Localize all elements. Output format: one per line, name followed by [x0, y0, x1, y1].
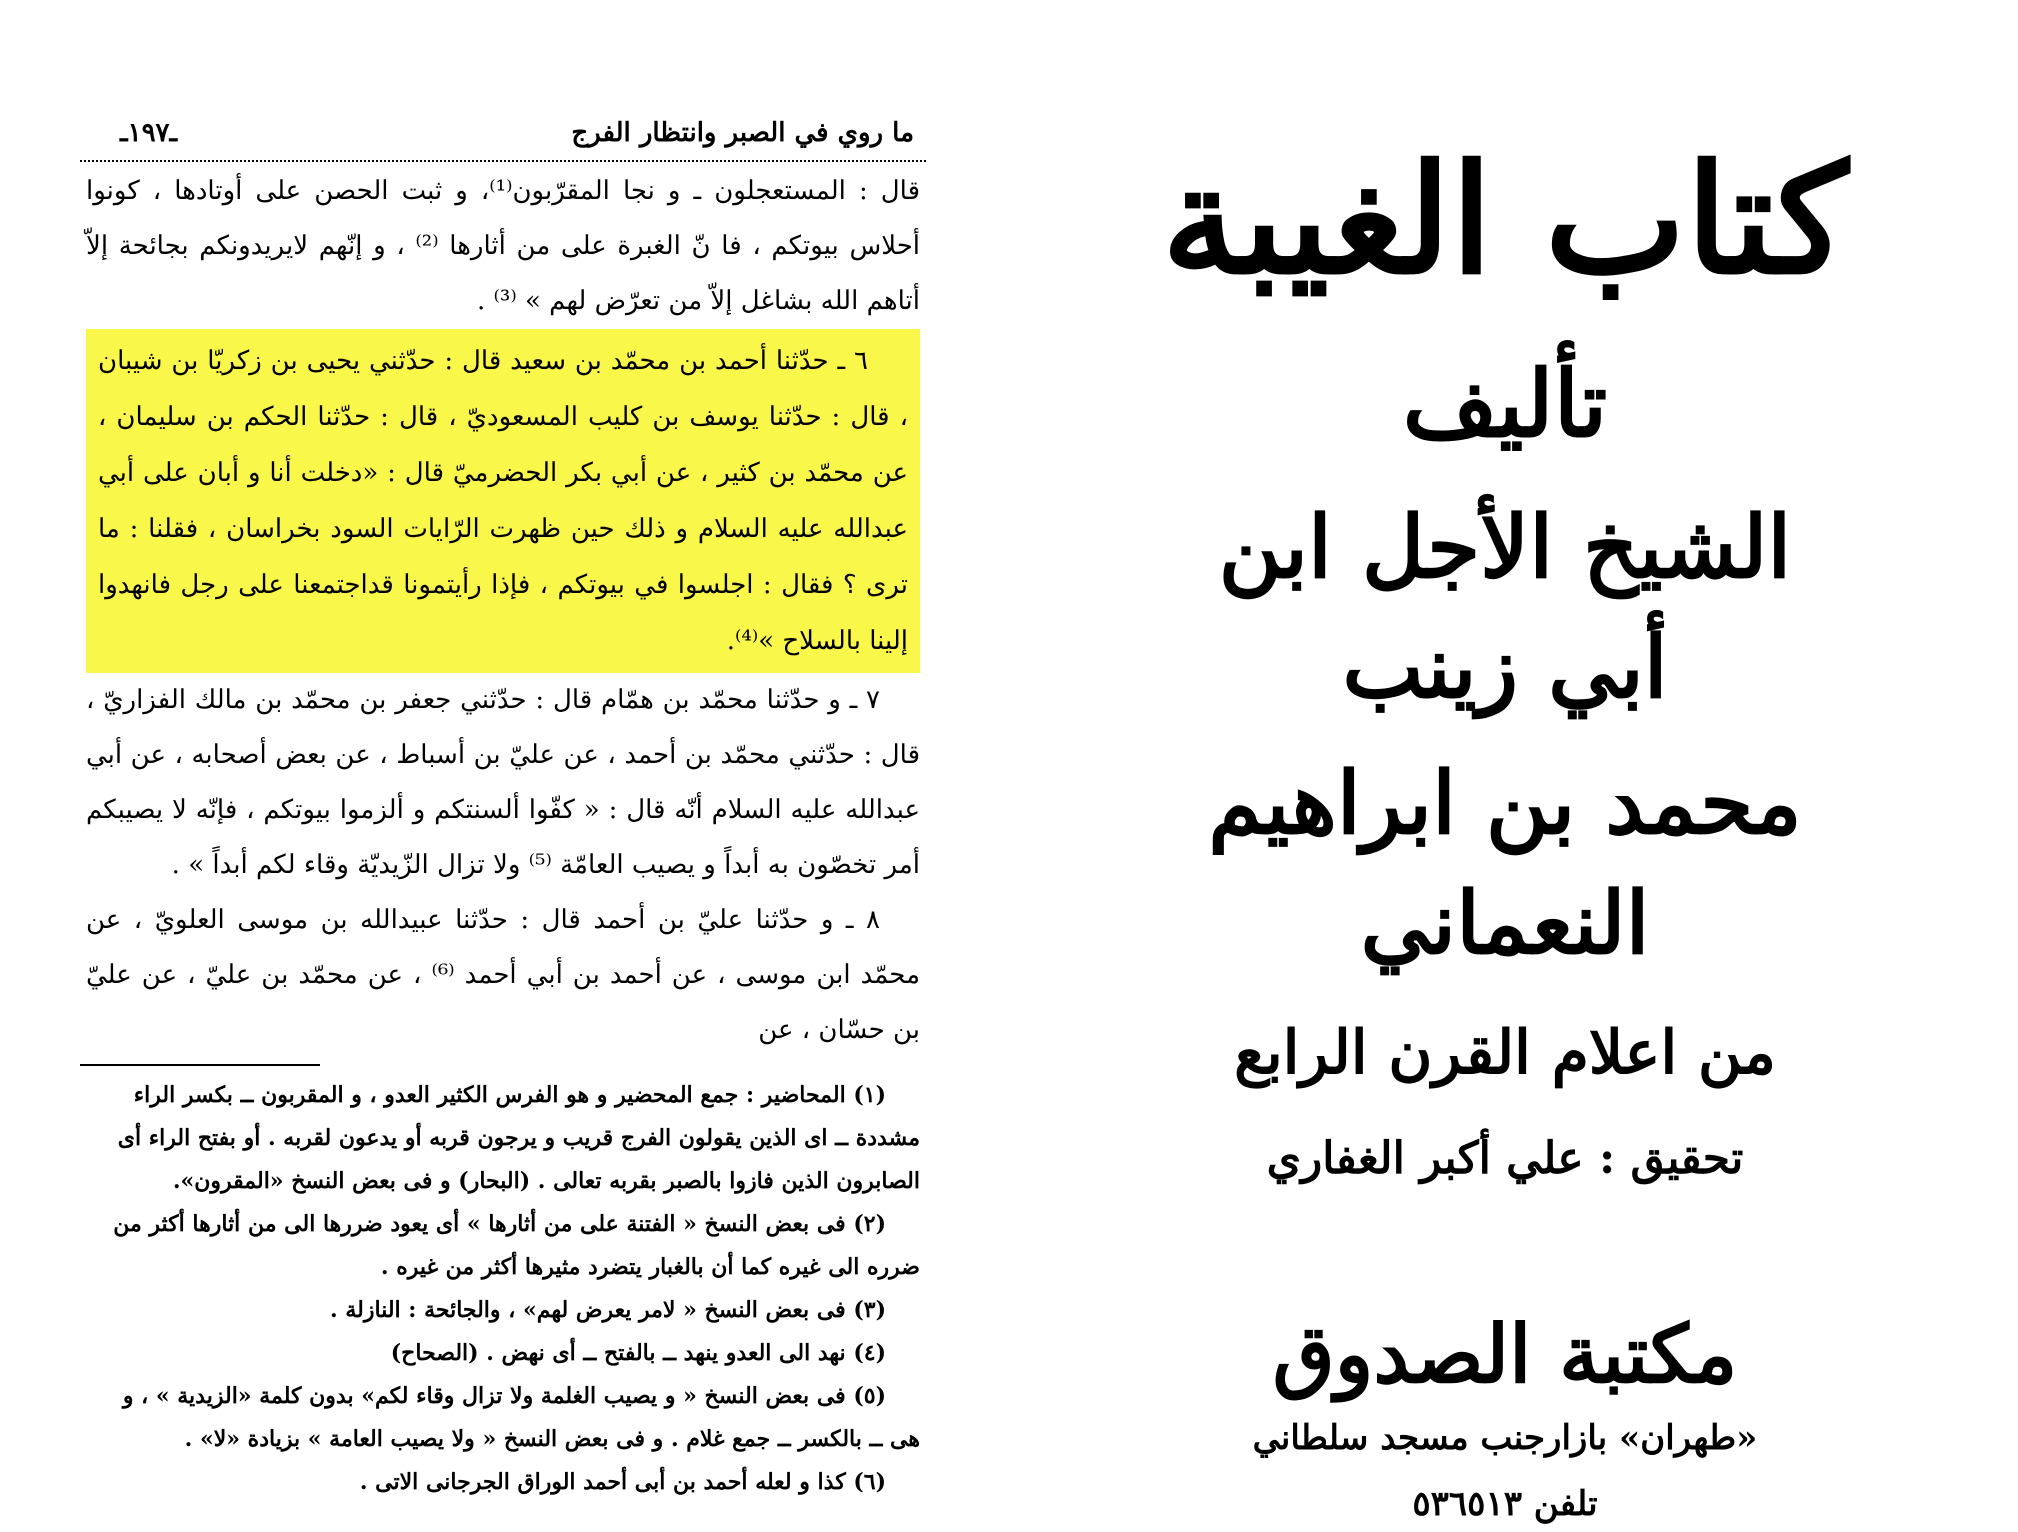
running-title: ما روي في الصبر وانتظار الفرج [571, 118, 914, 148]
publisher-phone: تلفن ٥٣٦٥١٣ [1412, 1484, 1598, 1524]
author-name-line: محمد بن ابراهيم النعماني [1208, 753, 1802, 974]
book-title: كتاب الغيبة [1161, 132, 1849, 308]
running-head [80, 112, 926, 162]
footnote-divider [80, 1064, 320, 1066]
hadith-7: ٧ ـ و حدّثنا محمّد بن همّام قال : حدّثني جعفر بن محمّد بن مالك الفزاريّ ، قال : حدّثني محمّد بن أحمد ، عن عليّ بن أسباط ، عن بعض أصحابه ، عن أبي عبدالله عليه السلام أنّه قال : « كفّوا ألسنتكم و ألزموا بيوتكم ، فإنّه لا يصيبكم أمر تخصّون به أبداً و يصيب العامّة ⁽⁵⁾ ولا تزال الزّيديّة وقاء لكم أبداً » . [86, 685, 920, 880]
footnote-2: (٢) فى بعض النسخ « الفتنة على من أثارها » أى يعود ضررها الى من أثارها أكثر من ضرره الى غيره كما أن بالغبار يتضرد مثيرها أكثر من غيره . [113, 1211, 920, 1280]
paragraph-continuation: قال : المستعجلون ـ و نجا المقرّبون⁽¹⁾، و ثبت الحصن على أوتادها ، كونوا أحلاس بيوتكم ، فا نّ الغبرة على من أثارها ⁽²⁾ ، و إنّهم لايريدونكم بجائحة إلاّ أتاهم الله بشاغل إلاّ من تعرّض لهم » ⁽³⁾ . [86, 176, 920, 316]
left-page [80, 112, 926, 1495]
authorship-label: تأليف [1402, 350, 1608, 458]
footnote-1: (١) المحاضير : جمع المحضير و هو الفرس الكثير العدو ، و المقربون ــ بكسر الراء مشددة ــ اى الذين يقولون الفرج قريب و يرجون قربه أو يدعون لقربه . أو بفتح الراء أى الصابرون الذين فازوا بالصبر بقربه تعالى . (البحار) و فى بعض النسخ «المقرون». [117, 1082, 920, 1194]
footnote-4: (٤) نهد الى العدو ينهد ــ بالفتح ــ أى نهض . (الصحاح) [390, 1340, 886, 1366]
highlighted-hadith-6: ٦ ـ حدّثنا أحمد بن محمّد بن سعيد قال : حدّثني يحيى بن زكريّا بن شيبان ، قال : حدّثنا يوسف بن كليب المسعوديّ ، قال : حدّثنا الحكم بن سليمان ، عن محمّد بن كثير ، عن أبي بكر الحضرميّ قال : «دخلت أنا و أبان على أبي عبدالله عليه السلام و ذلك حين ظهرت الرّايات السود بخراسان ، فقلنا : ما ترى ؟ فقال : اجلسوا في بيوتكم ، فإذا رأيتمونا قداجتمعنا على رجل فانهدوا إلينا بالسلاح »⁽⁴⁾. [86, 329, 920, 673]
hadith-8: ٨ ـ و حدّثنا عليّ بن أحمد قال : حدّثنا عبيدالله بن موسى العلويّ ، عن محمّد ابن موسى ، عن أحمد بن أبي أحمد ⁽⁶⁾ ، عن محمّد بن عليّ ، عن عليّ بن حسّان ، عن [86, 905, 920, 1045]
publisher-name: مكتبة الصدوق [1272, 1307, 1738, 1401]
footnotes [80, 1074, 926, 1504]
body-text [80, 162, 926, 1058]
footnote-6: (٦) كذا و لعله أحمد بن أبى أحمد الوراق الجرجانى الاتى . [359, 1469, 886, 1495]
footnote-5: (٥) فى بعض النسخ « و يصيب الغلمة ولا تزال وقاء لكم» بدون كلمة «الزيدية » ، و هى ــ بالكسر ــ جمع غلام . و فى بعض النسخ « ولا يصيب العامة » بزيادة «لا» . [122, 1383, 920, 1452]
author-era: من اعلام القرن الرابع [1234, 1018, 1776, 1088]
editor-credit: تحقيق : علي أكبر الغفاري [1266, 1133, 1744, 1184]
title-page [1160, 110, 1850, 1524]
footnote-3: (٣) فى بعض النسخ « لامر يعرض لهم» ، والجائحة : النازلة . [330, 1297, 886, 1323]
page-number: ـ١٩٧ـ [120, 118, 178, 148]
publisher-address: «طهران» بازارجنب مسجد سلطاني [1252, 1418, 1758, 1458]
author-title-line: الشيخ الأجل ابن أبي زينب [1218, 497, 1792, 718]
